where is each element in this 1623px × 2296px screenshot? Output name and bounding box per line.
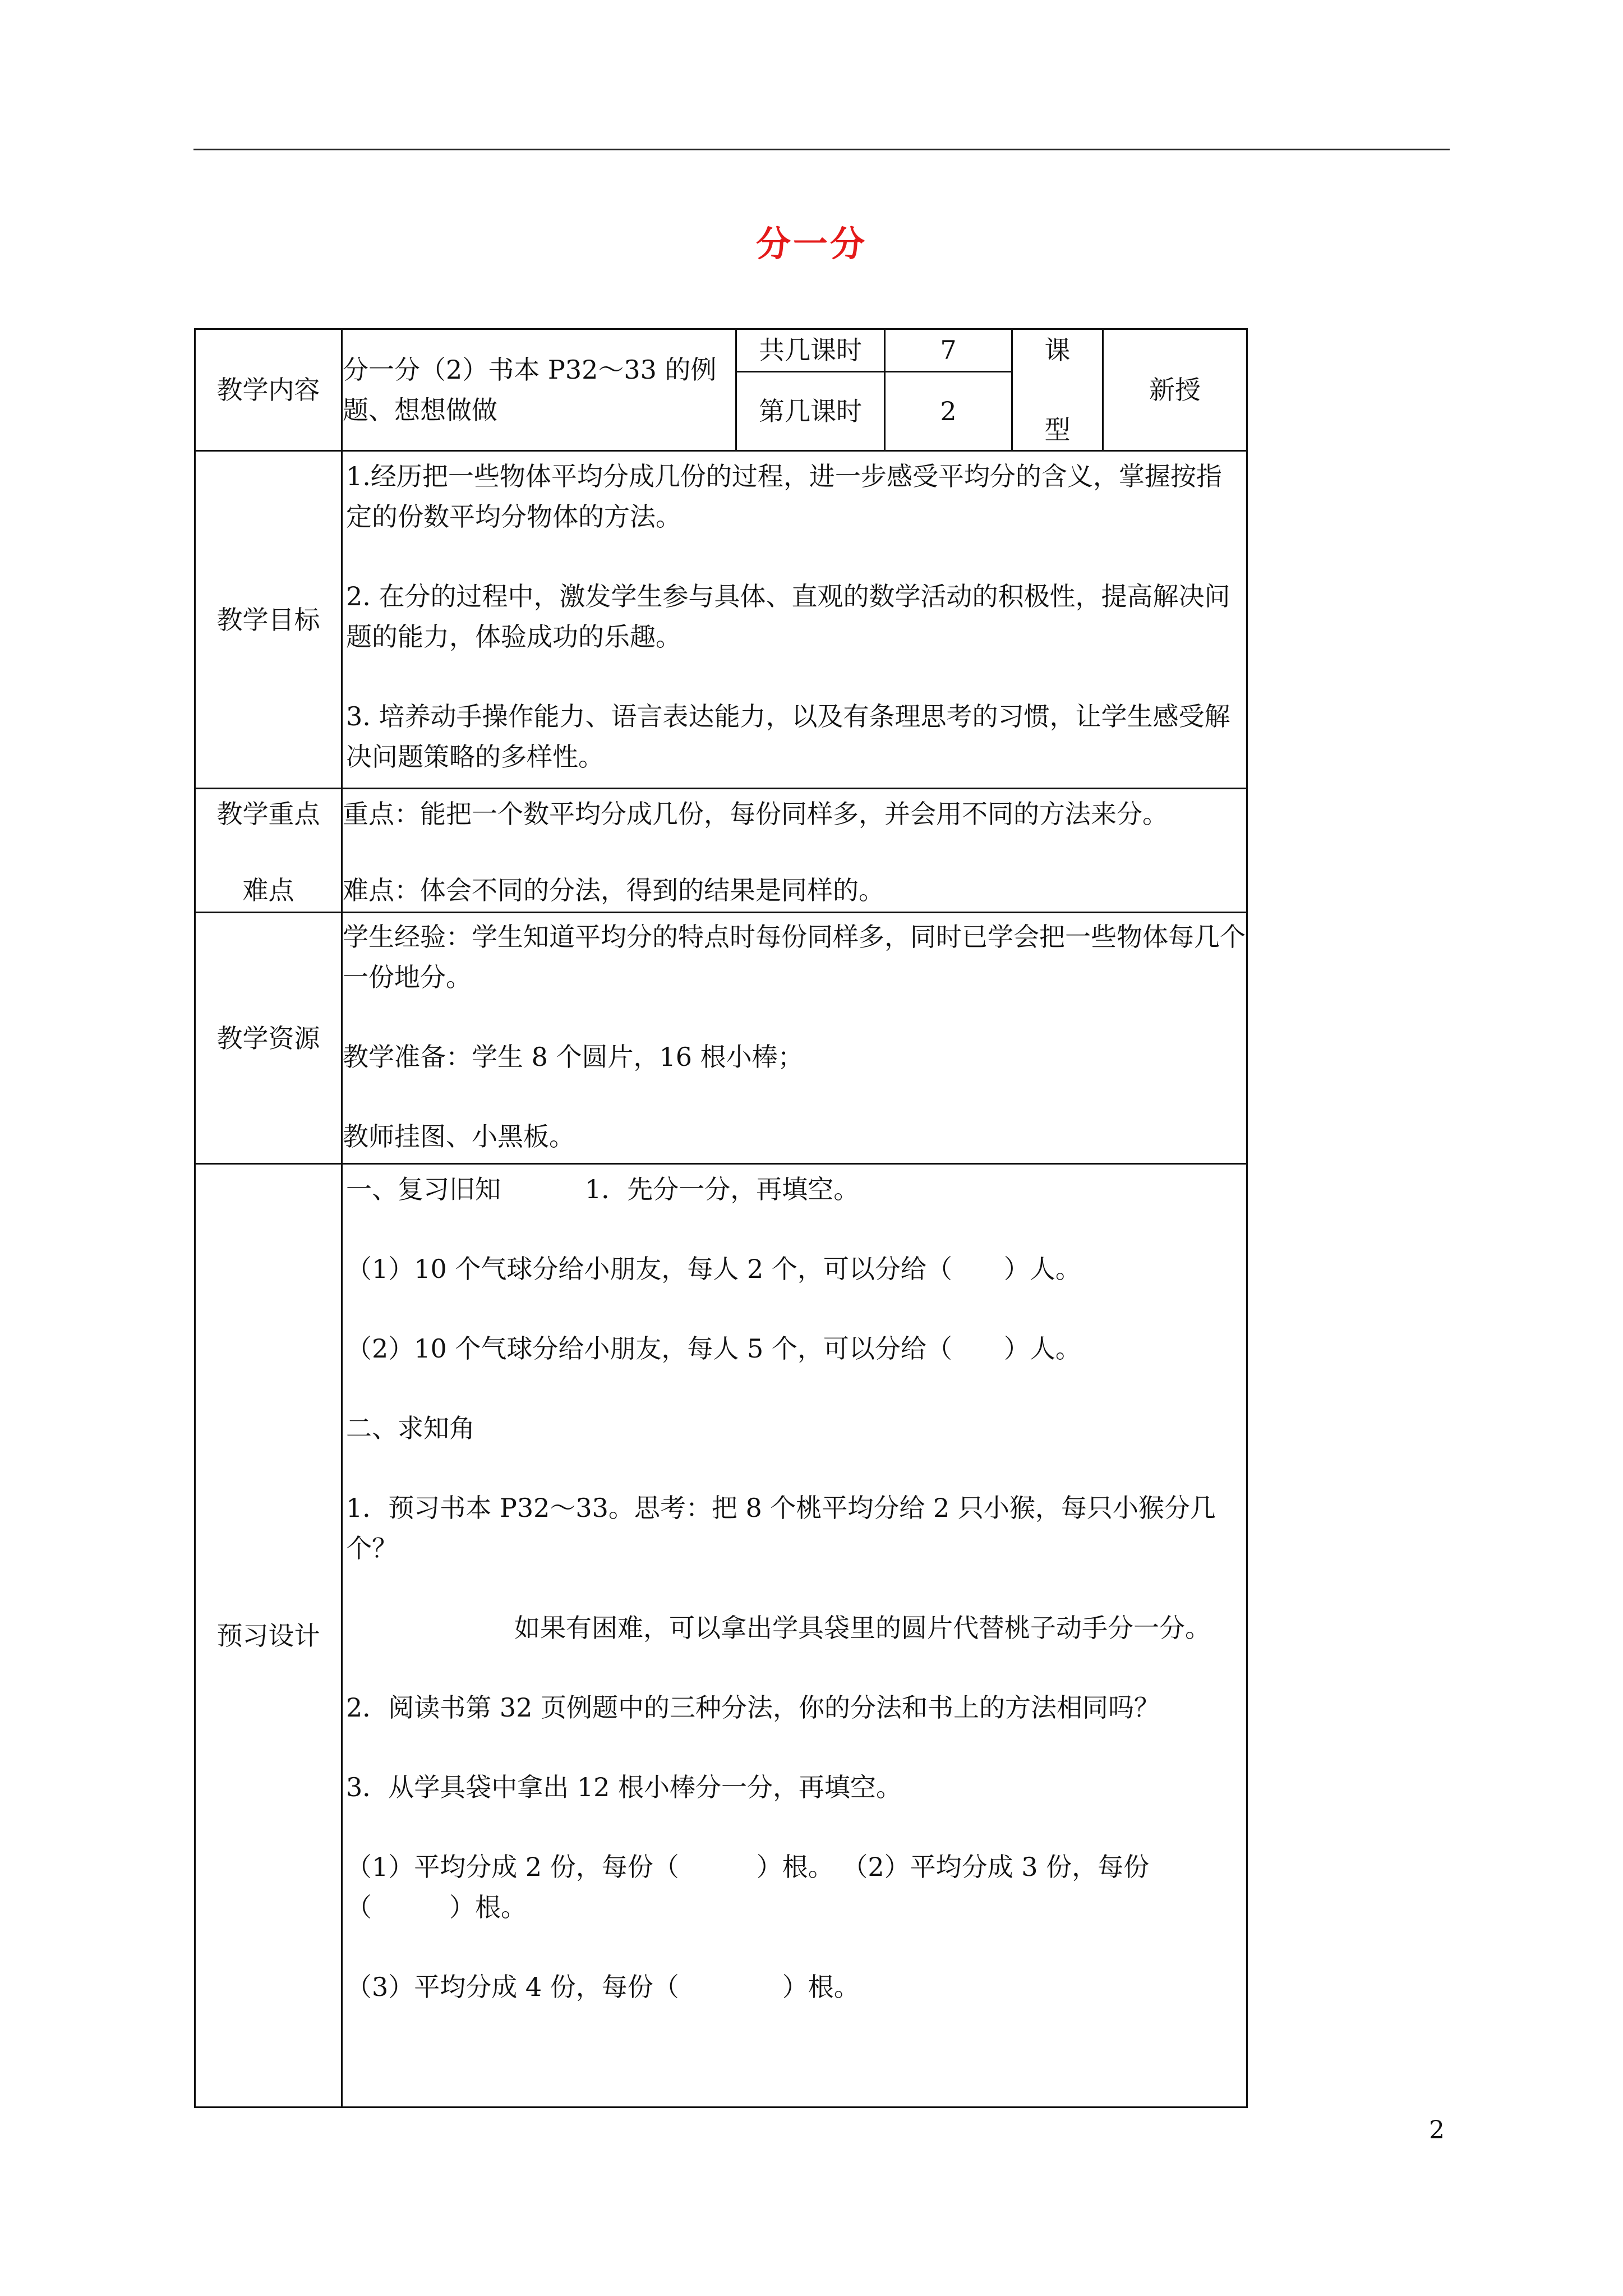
page-title: 分一分 — [755, 223, 867, 264]
resources-content — [342, 913, 1247, 1164]
review-line — [346, 1169, 1244, 1209]
goal-item: 2. 在分的过程中，激发学生参与具体、直观的数学活动的积极性，提高解决问题的能力，体验成功的乐趣。 — [346, 581, 1230, 652]
preview-label: 预习设计 — [195, 1164, 342, 2108]
lesson-type-label — [1012, 329, 1103, 451]
lesson-type-value: 新授 — [1103, 329, 1247, 451]
resources-label: 教学资源 — [195, 913, 342, 1164]
fill-question-1-2: （1）平均分成 2 份，每份（ ）根。 （2）平均分成 3 份，每份（ ）根。 — [346, 1852, 1150, 1922]
explore-item-3: 3．从学具袋中拿出 12 根小棒分一分，再填空。 — [346, 1772, 902, 1802]
page-number: 2 — [1429, 2116, 1445, 2145]
review-heading: 一、复习旧知 — [346, 1174, 501, 1204]
explore-item-1: 1．预习书本 P32～33。思考：把 8 个桃平均分给 2 只小猴，每只小猴分几个？ — [346, 1493, 1216, 1563]
content-text: 分一分（2）书本 P32～33 的例题、想想做做 — [342, 329, 736, 451]
key-points-content — [342, 789, 1247, 913]
explore-item-2: 2．阅读书第 32 页例题中的三种分法，你的分法和书上的方法相同吗？ — [346, 1692, 1160, 1723]
goal-item: 3. 培养动手操作能力、语言表达能力，以及有条理思考的习惯，让学生感受解决问题策略的多样性。 — [346, 701, 1230, 772]
preparation-text: 教学准备：学生 8 个圆片，16 根小棒； — [343, 1042, 804, 1072]
review-question-2: （2）10 个气球分给小朋友，每人 5 个，可以分给（ ）人。 — [346, 1333, 1081, 1364]
key-points-label-2: 难点 — [242, 875, 294, 905]
current-lesson-value: 2 — [885, 371, 1012, 450]
goal-item: 1.经历把一些物体平均分成几份的过程，进一步感受平均分的含义，掌握按指定的份数平均分物体的方法。 — [346, 461, 1222, 532]
current-lesson-label: 第几课时 — [736, 371, 885, 450]
experience-text: 学生经验：学生知道平均分的特点时每份同样多，同时已学会把一些物体每几个一份地分。 — [343, 922, 1246, 992]
header-rule — [193, 149, 1450, 150]
review-question-1: （1）10 个气球分给小朋友，每人 2 个，可以分给（ ）人。 — [346, 1254, 1081, 1284]
fill-question-3: （3）平均分成 4 份，每份（ ）根。 — [346, 1972, 860, 2002]
explore-hint: 如果有困难，可以拿出学具袋里的圆片代替桃子动手分一分。 — [514, 1613, 1211, 1643]
explore-heading: 二、求知角 — [346, 1413, 475, 1443]
key-points-label-1: 教学重点 — [216, 799, 320, 829]
goals-label: 教学目标 — [195, 451, 342, 789]
content-label: 教学内容 — [195, 329, 342, 451]
preview-content — [342, 1164, 1247, 2108]
key-point-text: 重点：能把一个数平均分成几份，每份同样多，并会用不同的方法来分。 — [343, 799, 1168, 829]
key-points-label — [195, 789, 342, 913]
difficulty-text: 难点：体会不同的分法，得到的结果是同样的。 — [343, 875, 884, 905]
total-lessons-label: 共几课时 — [736, 329, 885, 372]
lesson-type-label-1: 课 — [1044, 335, 1071, 365]
lesson-plan-table — [194, 328, 1248, 2108]
total-lessons-value: 7 — [885, 329, 1012, 372]
teacher-materials-text: 教师挂图、小黑板。 — [343, 1121, 575, 1152]
review-task: 1．先分一分，再填空。 — [585, 1174, 860, 1204]
goals-content — [342, 451, 1247, 789]
lesson-type-label-2: 型 — [1044, 415, 1071, 445]
